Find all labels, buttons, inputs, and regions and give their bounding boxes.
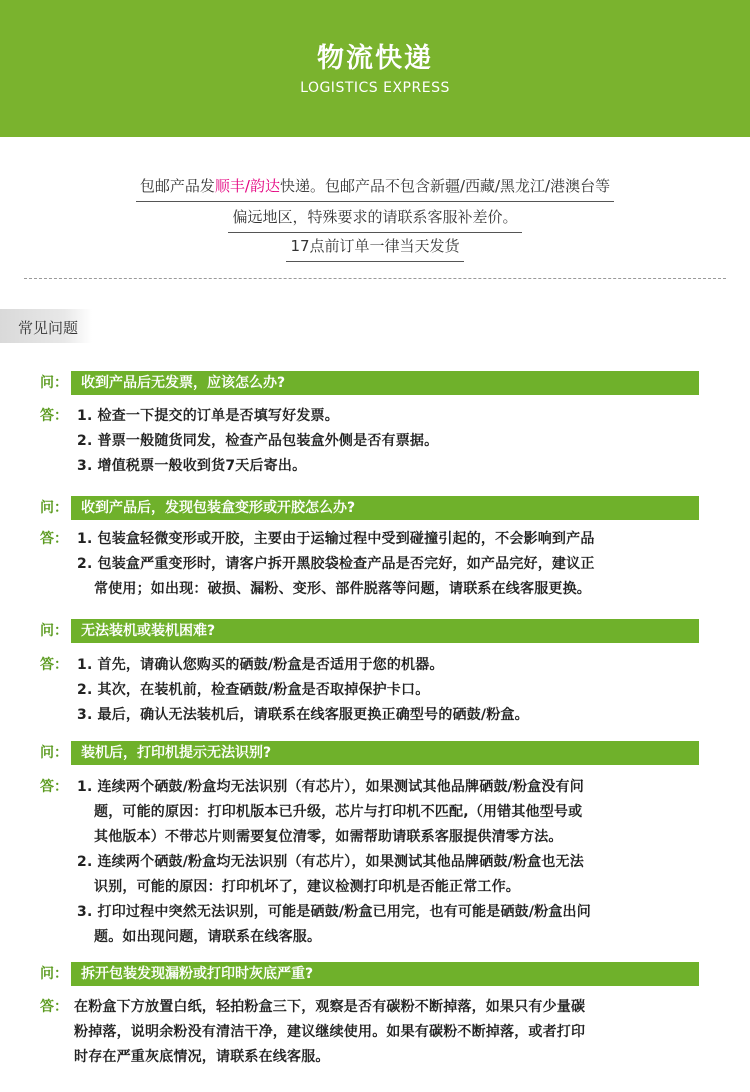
answer-line: 1. 首先，请确认您购买的硒鼓/粉盒是否适用于您的机器。 xyxy=(77,657,444,673)
shipping-text: 快递。包邮产品不包含新疆/西藏/黑龙江/港澳台等 xyxy=(279,177,611,195)
question-prefix: 问： xyxy=(36,962,69,986)
question-text: 拆开包装发现漏粉或打印时灰底严重? xyxy=(81,966,314,982)
answer-line: 识别，可能的原因：打印机坏了，建议检测打印机是否能正常工作。 xyxy=(94,879,520,895)
question-bar-body xyxy=(71,371,699,395)
answer-prefix: 答： xyxy=(40,408,68,424)
answer-line: 2. 其次，在装机前，检查硒鼓/粉盒是否取掉保护卡口。 xyxy=(77,682,430,698)
question-prefix: 问： xyxy=(36,496,69,520)
question-prefix: 问： xyxy=(36,619,69,643)
answer-line: 时存在严重灰底情况，请联系在线客服。 xyxy=(74,1049,330,1065)
question-text: 收到产品后无发票，应该怎么办? xyxy=(81,375,286,391)
answer-line: 1. 连续两个硒鼓/粉盒均无法识别（有芯片），如果测试其他品牌硒鼓/粉盒没有问 xyxy=(77,779,584,795)
answer-line: 3. 最后，确认无法装机后，请联系在线客服更换正确型号的硒鼓/粉盒。 xyxy=(77,707,529,723)
faq-question-bar xyxy=(36,619,699,643)
shipping-text: 17点前订单一律当天发货 xyxy=(286,235,463,262)
question-prefix: 问： xyxy=(36,371,69,395)
page-title: 物流快递 xyxy=(317,43,433,74)
answer-line: 2. 普票一般随货同发，检查产品包装盒外侧是否有票据。 xyxy=(77,433,439,449)
shipping-notice-line-2 xyxy=(0,206,750,233)
answer-prefix: 答： xyxy=(40,531,68,547)
page-subtitle: LOGISTICS EXPRESS xyxy=(300,80,450,96)
answer-line: 2. 连续两个硒鼓/粉盒均无法识别（有芯片），如果测试其他品牌硒鼓/粉盒也无法 xyxy=(77,854,584,870)
shipping-notice-line-3 xyxy=(0,235,750,262)
faq-question-bar xyxy=(36,371,699,395)
question-bar-body xyxy=(71,496,699,520)
question-bar-body xyxy=(71,619,699,643)
answer-line: 3. 打印过程中突然无法识别，可能是硒鼓/粉盒已用完，也有可能是硒鼓/粉盒出问 xyxy=(77,904,591,920)
shipping-notice-line-1 xyxy=(0,175,750,202)
answer-line: 常使用；如出现：破损、漏粉、变形、部件脱落等问题，请联系在线客服更换。 xyxy=(94,581,591,597)
question-text: 装机后，打印机提示无法识别? xyxy=(81,745,272,761)
answer-prefix: 答： xyxy=(40,657,68,673)
answer-line: 题，可能的原因：打印机版本已升级，芯片与打印机不匹配,（用错其他型号或 xyxy=(94,804,583,820)
answer-line: 1. 检查一下提交的订单是否填写好发票。 xyxy=(77,408,339,424)
faq-question-bar xyxy=(36,741,699,765)
question-bar-body xyxy=(71,741,699,765)
courier-highlight: 顺丰/韵达 xyxy=(214,177,280,195)
answer-line: 3. 增值税票一般收到货7天后寄出。 xyxy=(77,458,307,474)
answer-prefix: 答： xyxy=(40,999,68,1015)
answer-line: 粉掉落，说明余粉没有清洁干净，建议继续使用。如果有碳粉不断掉落，或者打印 xyxy=(74,1024,586,1040)
answer-line: 1. 包装盒轻微变形或开胶，主要由于运输过程中受到碰撞引起的，不会影响到产品 xyxy=(77,531,595,547)
shipping-text: 偏远地区，特殊要求的请联系客服补差价。 xyxy=(228,206,521,233)
question-bar-body xyxy=(71,962,699,986)
header-banner xyxy=(0,0,750,137)
faq-question-bar xyxy=(36,962,699,986)
question-text: 收到产品后，发现包装盒变形或开胶怎么办? xyxy=(81,500,356,516)
answer-line: 2. 包装盒严重变形时，请客户拆开黑胶袋检查产品是否完好，如产品完好，建议正 xyxy=(77,556,595,572)
faq-section-tab xyxy=(0,309,92,343)
faq-question-bar xyxy=(36,496,699,520)
shipping-text: 包邮产品发 xyxy=(139,177,215,195)
answer-line: 在粉盒下方放置白纸，轻拍粉盒三下，观察是否有碳粉不断掉落，如果只有少量碳 xyxy=(74,999,586,1015)
question-prefix: 问： xyxy=(36,741,69,765)
section-divider xyxy=(24,278,726,279)
answer-line: 其他版本）不带芯片则需要复位清零，如需帮助请联系客服提供清零方法。 xyxy=(94,829,563,845)
answer-prefix: 答： xyxy=(40,779,68,795)
faq-section-title: 常见问题 xyxy=(18,319,79,337)
question-text: 无法装机或装机困难? xyxy=(81,623,216,639)
answer-line: 题。如出现问题，请联系在线客服。 xyxy=(94,929,322,945)
